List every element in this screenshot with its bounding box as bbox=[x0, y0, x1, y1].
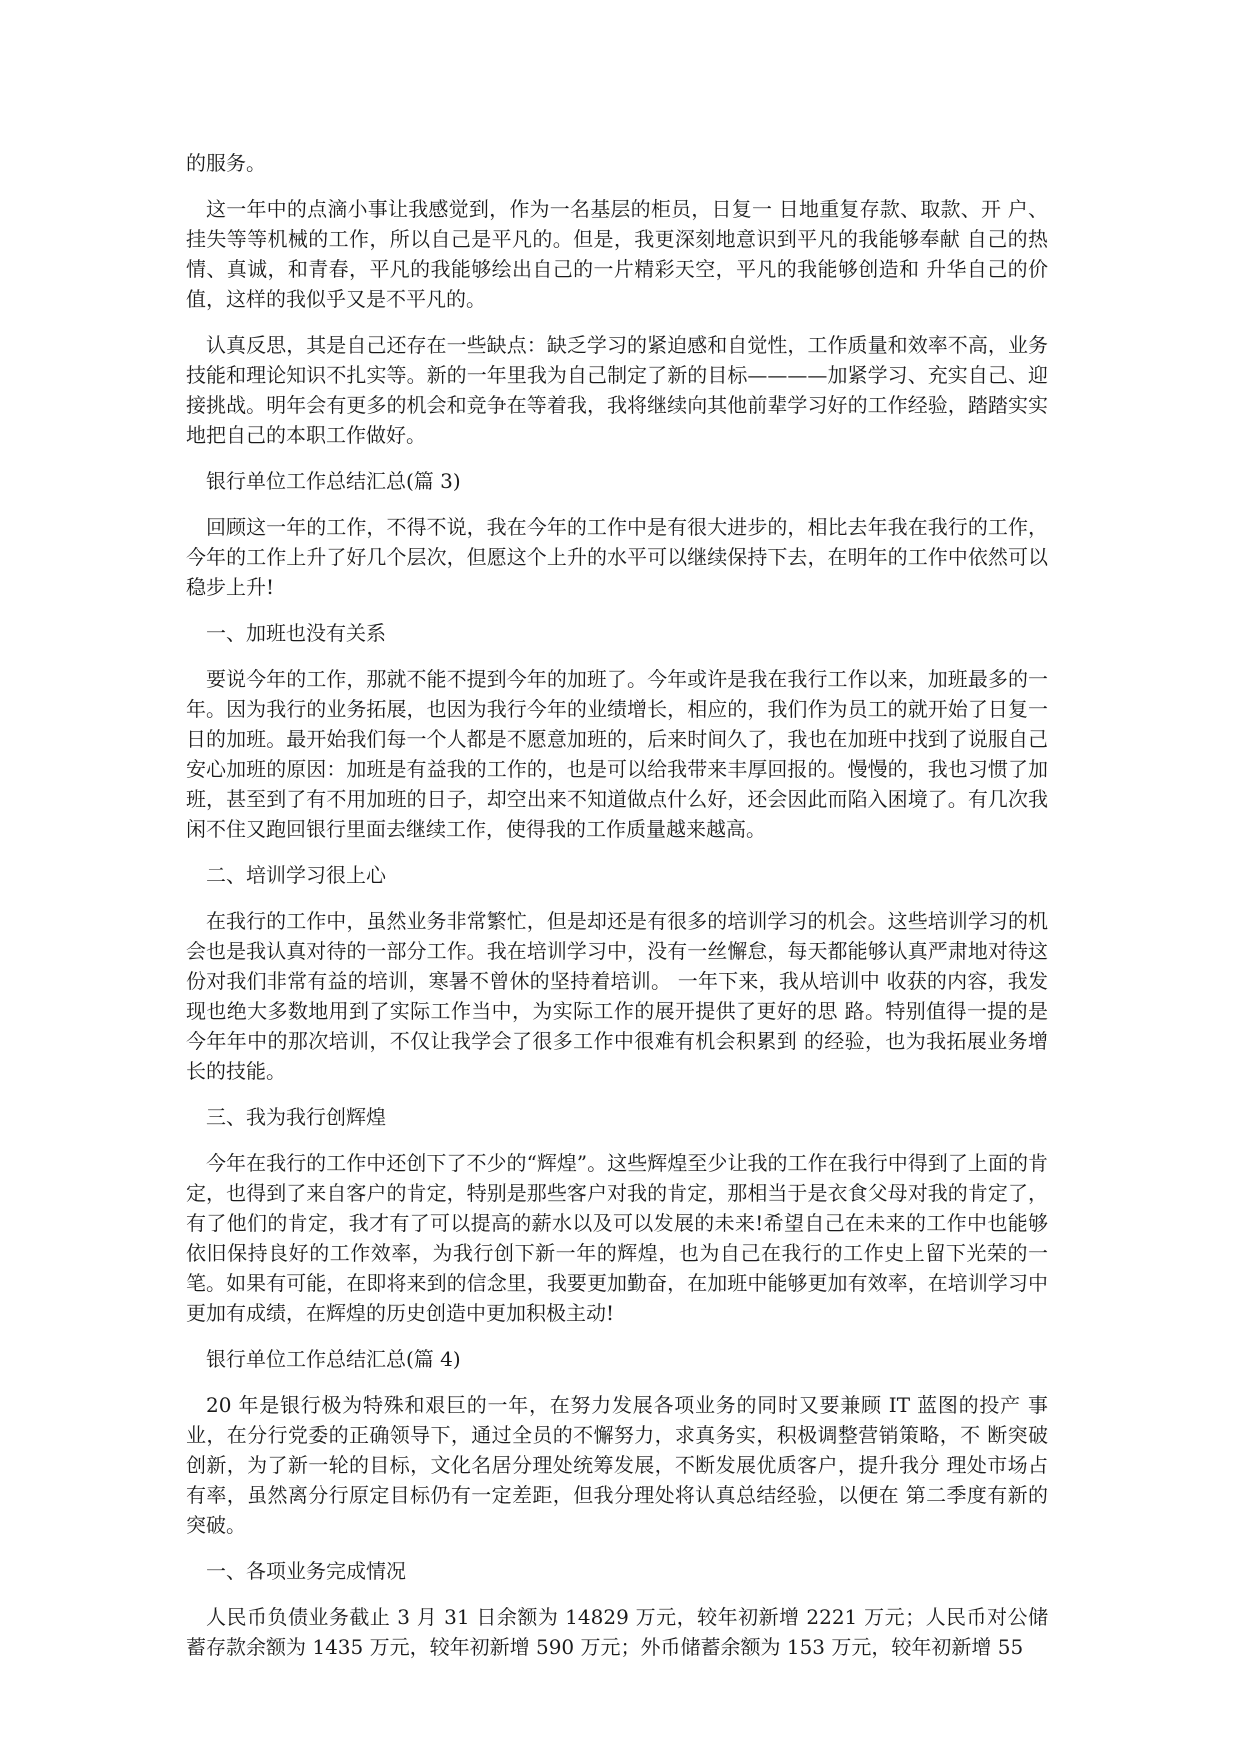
paragraph-training: 在我行的工作中，虽然业务非常繁忙，但是却还是有很多的培训学习的机会。这些培训学习的机会也是我认真对待的一部分工作。我在培训学习中，没有一丝懈怠，每天都能够认真严肃地对待这份对我们非常有益的培训，寒暑不曾休的坚持着培训。 一年下来，我从培训中 收获的内容，我发现也绝大多数地用到了实际工作当中，为实际工作的展开提供了更好的思 路。特别值得一提的是今年年中的那次培训，不仅让我学会了很多工作中很难有机会积累到 的经验，也为我拓展业务增长的技能。 bbox=[186, 909, 1048, 1083]
subheading-business-status: 一、各项业务完成情况 bbox=[206, 1559, 406, 1583]
paragraph-ordinary-work: 这一年中的点滴小事让我感觉到，作为一名基层的柜员，日复一 日地重复存款、取款、开 户、挂失等等机械的工作，所以自己是平凡的。但是，我更深刻地意识到平凡的我能够奉献 自己的热情、真诚，和青春，平凡的我能够绘出自己的一片精彩天空，平凡的我能够创造和 升华自己的价值，这样的我似乎又是不平凡的。 bbox=[186, 197, 1048, 311]
paragraph-overtime: 要说今年的工作，那就不能不提到今年的加班了。今年或许是我在我行工作以来，加班最多的一年。因为我行的业务拓展，也因为我行今年的业绩增长，相应的，我们作为员工的就开始了日复一 日的加班。最开始我们每一个人都是不愿意加班的，后来时间久了，我也在加班中找到了说服自己安心加班的原因：加班是有益我的工作的，也是可以给我带来丰厚回报的。慢慢的，我也习惯了加班，甚至到了有不用加班的日子，却空出来不知道做点什么好，还会因此而陷入困境了。有几次我闲不住又跑回银行里面去继续工作，使得我的工作质量越来越高。 bbox=[186, 667, 1048, 841]
paragraph-year-overview: 20 年是银行极为特殊和艰巨的一年，在努力发展各项业务的同时又要兼顾 IT 蓝图的投产 事业，在分行党委的正确领导下，通过全员的不懈努力，求真务实，积极调整营销策略，不 断突破创新，为了新一轮的目标，文化名居分理处统筹发展，不断发展优质客户，提升我分 理处市场占有率，虽然离分行原定目标仍有一定差距，但我分理处将认真总结经验，以便在 第二季度有新的突破。 bbox=[186, 1393, 1048, 1537]
subheading-training: 二、培训学习很上心 bbox=[206, 863, 386, 887]
section-title-part-3: 银行单位工作总结汇总(篇 3) bbox=[206, 469, 461, 493]
subheading-overtime: 一、加班也没有关系 bbox=[206, 621, 386, 645]
paragraph-business-figures: 人民币负债业务截止 3 月 31 日余额为 14829 万元，较年初新增 2221 万元；人民币对公储 蓄存款余额为 1435 万元，较年初新增 590 万元；外币储蓄余额为 153 万元，较年初新增 55 bbox=[186, 1605, 1048, 1659]
paragraph-achievements: 今年在我行的工作中还创下了不少的“辉煌”。这些辉煌至少让我的工作在我行中得到了上面的肯定，也得到了来自客户的肯定，特别是那些客户对我的肯定，那相当于是衣食父母对我的肯定了，有了他们的肯定，我才有了可以提高的薪水以及可以发展的未来!希望自己在未来的工作中也能够依旧保持良好的工作效率，为我行创下新一年的辉煌，也为自己在我行的工作史上留下光荣的一笔。如果有可能，在即将来到的信念里，我要更加勤奋，在加班中能够更加有效率，在培训学习中更加有成绩，在辉煌的历史创造中更加积极主动! bbox=[186, 1151, 1048, 1325]
paragraph-year-review: 回顾这一年的工作，不得不说，我在今年的工作中是有很大进步的，相比去年我在我行的工作，今年的工作上升了好几个层次，但愿这个上升的水平可以继续保持下去，在明年的工作中依然可以稳步上升! bbox=[186, 515, 1048, 599]
subheading-achievements: 三、我为我行创辉煌 bbox=[206, 1105, 386, 1129]
paragraph-self-reflection: 认真反思，其是自己还存在一些缺点：缺乏学习的紧迫感和自觉性，工作质量和效率不高，业务技能和理论知识不扎实等。新的一年里我为自己制定了新的目标————加紧学习、充实自己、迎接挑战。明年会有更多的机会和竞争在等着我，我将继续向其他前辈学习好的工作经验，踏踏实实地把自己的本职工作做好。 bbox=[186, 333, 1048, 447]
document-page bbox=[186, 148, 1048, 1678]
paragraph-intro-end: 的服务。 bbox=[186, 151, 266, 175]
section-title-part-4: 银行单位工作总结汇总(篇 4) bbox=[206, 1347, 461, 1371]
